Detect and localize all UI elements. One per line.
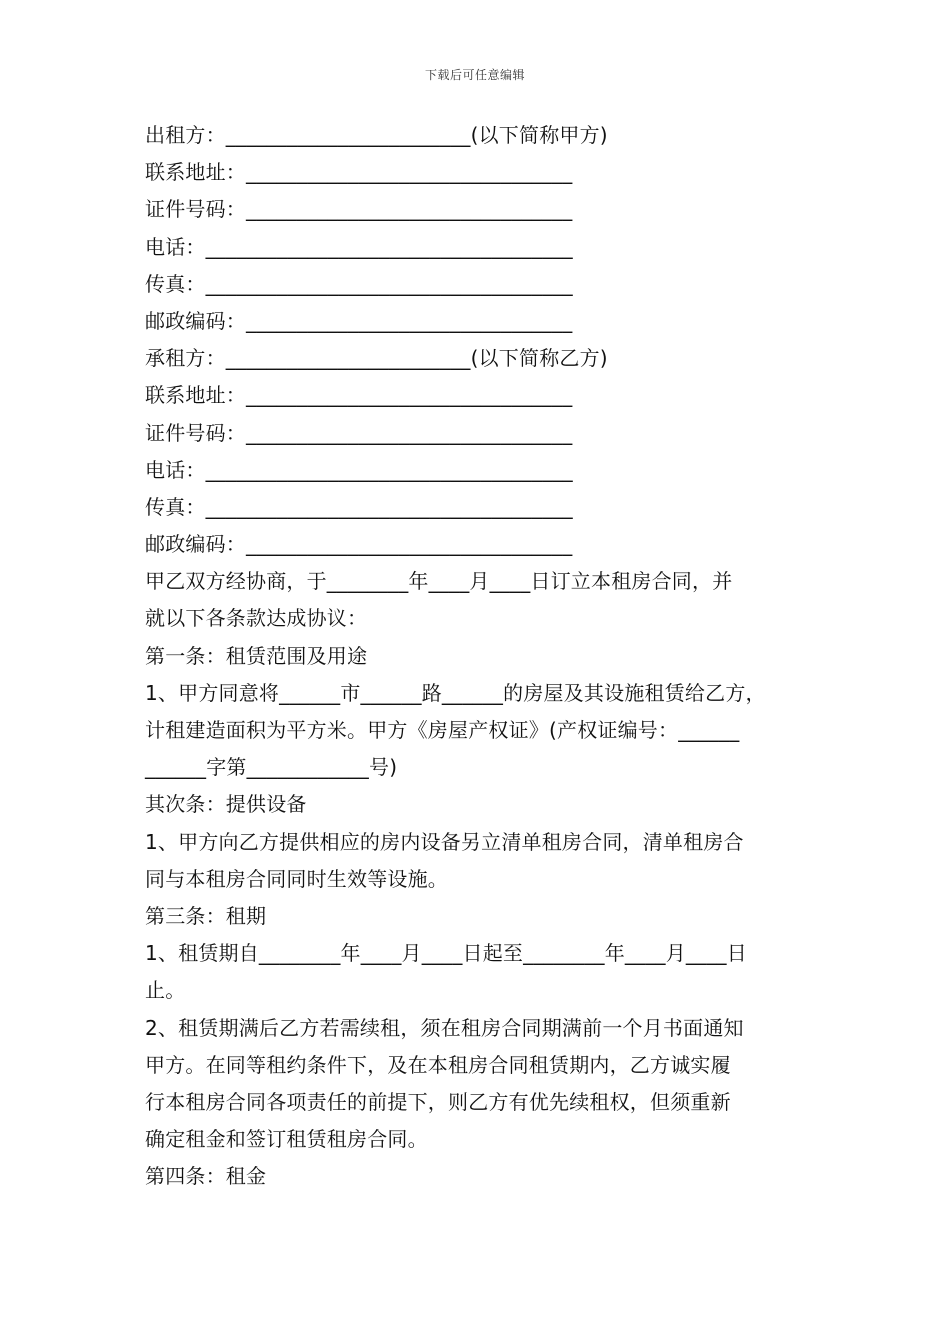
lessee-id-line: 证件号码：________________________________ [145,420,573,445]
contract-body [145,117,825,1195]
lessee-phone-line: 电话：____________________________________ [145,457,573,482]
lessee-name-line: 承租方：________________________(以下简称乙方) [145,346,608,371]
article3-clause1-line-1: 1、租赁期自________年____月____日起至________年____月____日 [145,941,747,966]
article2-line-2: 同与本租房合同同时生效等设施。 [145,866,448,891]
article2-title: 其次条：提供设备 [145,792,307,817]
lessee-postal-line: 邮政编码：________________________________ [145,532,573,557]
lessee-address-line: 联系地址：________________________________ [145,383,573,408]
lessor-name-line: 出租方：________________________(以下简称甲方) [145,123,608,147]
lessor-fax-line: 传真：____________________________________ [145,271,573,296]
lessor-id-line: 证件号码：________________________________ [145,197,573,222]
article3-clause2-line-2: 甲方。在同等租约条件下，及在本租房合同租赁期内，乙方诚实履 [145,1052,731,1077]
article3-title: 第三条：租期 [145,903,267,928]
article1-line-3: ______字第____________号) [145,755,398,780]
lessor-address-line: 联系地址：________________________________ [145,160,573,185]
page-header: 下载后可任意编辑 [424,68,525,82]
article1-line-1: 1、甲方同意将______市______路______的房屋及其设施租赁给乙方， [145,680,766,705]
lessor-phone-line: 电话：____________________________________ [145,234,573,259]
article3-clause2-line-3: 行本租房合同各项责任的前提下，则乙方有优先续租权，但须重新 [145,1089,731,1114]
article3-clause2-line-1: 2、租赁期满后乙方若需续租，须在租房合同期满前一个月书面通知 [145,1015,744,1040]
intro-line-1: 甲乙双方经协商，于________年____月____日订立本租房合同，并 [145,569,733,594]
article4-title: 第四条：租金 [145,1164,267,1189]
article1-line-2: 计租建造面积为平方米。甲方《房屋产权证》(产权证编号：______ [145,718,740,742]
lessee-fax-line: 传真：____________________________________ [145,494,573,519]
article2-line-1: 1、甲方向乙方提供相应的房内设备另立清单租房合同，清单租房合 [145,829,744,854]
article1-title: 第一条：租赁范围及用途 [145,643,368,668]
article3-clause1-line-2: 止。 [145,978,186,1003]
lessor-postal-line: 邮政编码：________________________________ [145,308,573,333]
intro-line-2: 就以下各条款达成协议： [145,606,368,631]
article3-clause2-line-4: 确定租金和签订租赁租房合同。 [145,1127,428,1152]
